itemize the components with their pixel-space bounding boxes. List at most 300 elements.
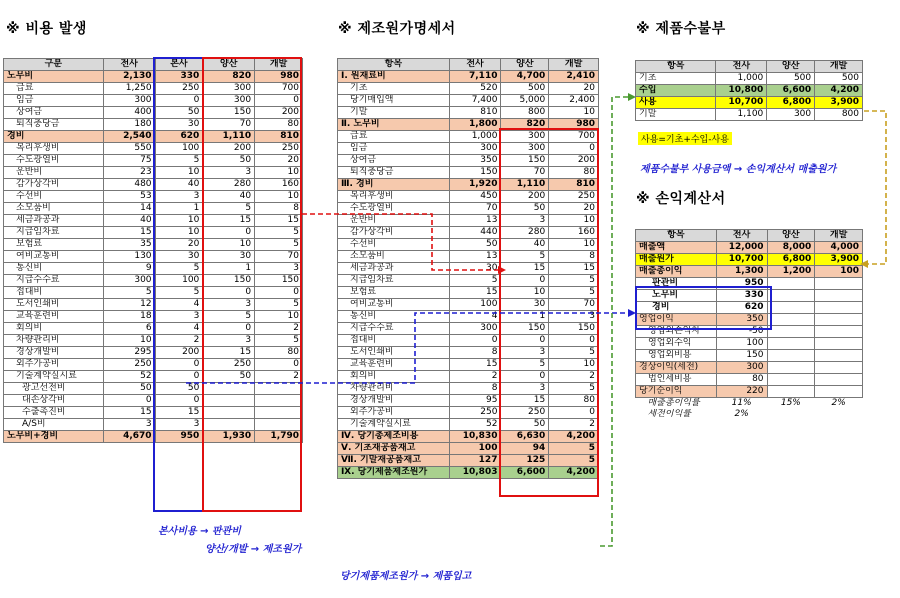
row-value: 95 [449, 395, 501, 407]
table-header-row [636, 230, 863, 242]
row-value: 40 [155, 179, 203, 191]
row-label: 기말 [338, 107, 450, 119]
row-value: 3 [501, 347, 549, 359]
row-value: 0 [501, 371, 549, 383]
row-value: 6,800 [767, 97, 815, 109]
row-value: 1,800 [449, 119, 501, 131]
row-label: 회의비 [338, 371, 450, 383]
expense-table [3, 58, 303, 443]
row-value: 2 [255, 371, 303, 383]
row-value: 0 [203, 287, 255, 299]
row-label: 퇴직충당금 [4, 119, 104, 131]
row-value: 5,000 [501, 95, 549, 107]
row-value: 500 [501, 83, 549, 95]
mfg-cost-table [337, 58, 599, 479]
row-label: 기초 [636, 73, 716, 85]
row-value: 150 [501, 323, 549, 335]
row-value: 1 [155, 203, 203, 215]
row-value: 350 [449, 155, 501, 167]
table-row [338, 227, 599, 239]
row-value: 4,200 [549, 431, 599, 443]
table-row [4, 395, 303, 407]
row-label: 접대비 [338, 335, 450, 347]
row-value [203, 383, 255, 395]
row-value: 30 [203, 251, 255, 263]
row-label: 수도광열비 [4, 155, 104, 167]
column-header: 전사 [716, 61, 767, 73]
row-value: 80 [549, 395, 599, 407]
empty-cell [767, 362, 815, 374]
row-value: 0 [103, 395, 155, 407]
table-row [4, 179, 303, 191]
row-value: 20 [549, 83, 599, 95]
row-value: 1,300 [716, 266, 767, 278]
row-label: 회의비 [4, 323, 104, 335]
row-label: 매출원가 [636, 254, 717, 266]
column-header: 전사 [449, 59, 501, 71]
row-value: 6,600 [767, 85, 815, 97]
row-value: 2,410 [549, 71, 599, 83]
row-value: 20 [549, 203, 599, 215]
table-row [338, 203, 599, 215]
row-label: 외주가공비 [338, 407, 450, 419]
row-value: 480 [103, 179, 155, 191]
table-row [4, 323, 303, 335]
row-value: 1,790 [255, 431, 303, 443]
empty-cell [767, 278, 815, 290]
table-row [636, 362, 863, 374]
row-value: 0 [155, 95, 203, 107]
row-value: 150 [203, 275, 255, 287]
row-value: 0 [549, 407, 599, 419]
table-row [4, 335, 303, 347]
sga-row [636, 290, 863, 302]
row-label: 감가상각비 [338, 227, 450, 239]
row-label: 복리후생비 [338, 191, 450, 203]
empty-cell [815, 350, 863, 362]
row-value: 70 [203, 119, 255, 131]
table-row [4, 95, 303, 107]
table-row [636, 109, 863, 121]
row-value: 18 [103, 311, 155, 323]
row-value: 3 [203, 335, 255, 347]
empty-cell [815, 290, 863, 302]
row-label: 기말 [636, 109, 716, 121]
row-value: 6 [103, 323, 155, 335]
row-value: 4,200 [815, 85, 863, 97]
table-row [338, 347, 599, 359]
row-value: 300 [449, 323, 501, 335]
column-header: 구분 [4, 59, 104, 71]
row-value: 5 [155, 263, 203, 275]
table-row [338, 287, 599, 299]
row-value [203, 395, 255, 407]
row-value: 5 [501, 251, 549, 263]
row-value: 5 [155, 287, 203, 299]
column-header: 개발 [549, 59, 599, 71]
row-value: 0 [255, 359, 303, 371]
table-row [338, 419, 599, 431]
row-value [255, 383, 303, 395]
row-value: 15 [203, 215, 255, 227]
row-value: 2,540 [103, 131, 155, 143]
row-value: 15 [103, 227, 155, 239]
row-value: 12,000 [716, 242, 767, 254]
row-value: 200 [549, 155, 599, 167]
empty-cell [767, 386, 815, 398]
row-value: 250 [255, 143, 303, 155]
row-value: 300 [767, 109, 815, 121]
row-value: 50 [449, 239, 501, 251]
row-value: 0 [255, 95, 303, 107]
row-value: 15 [501, 395, 549, 407]
row-value: 0 [155, 395, 203, 407]
sga-row [636, 278, 863, 290]
row-value: 8,000 [767, 242, 815, 254]
row-label: 여비교통비 [4, 251, 104, 263]
row-label: 접대비 [4, 287, 104, 299]
sga-label: 경비 [636, 302, 717, 314]
row-label: Ⅴ. 기초재공품재고 [338, 443, 450, 455]
mfg-title: ※ 제조원가명세서 [338, 21, 456, 37]
row-label: 경상개발비 [4, 347, 104, 359]
row-label: 기술계약실시료 [4, 371, 104, 383]
table-row [338, 107, 599, 119]
row-value: 30 [501, 299, 549, 311]
row-value: 4 [449, 311, 501, 323]
row-value: 0 [549, 335, 599, 347]
row-value: 80 [549, 167, 599, 179]
row-value: 0 [501, 275, 549, 287]
table-row [4, 191, 303, 203]
row-label: 통신비 [338, 311, 450, 323]
row-value: 810 [255, 131, 303, 143]
row-value: 1,920 [449, 179, 501, 191]
row-label: Ⅱ. 노무비 [338, 119, 450, 131]
table-row [4, 371, 303, 383]
row-label: 소모품비 [338, 251, 450, 263]
row-value [255, 395, 303, 407]
row-value: 620 [155, 131, 203, 143]
row-value: 3 [501, 383, 549, 395]
row-label: 보험료 [4, 239, 104, 251]
row-value: 1,200 [767, 266, 815, 278]
olive-flow-arrow [864, 111, 886, 264]
row-label: 임금 [4, 95, 104, 107]
row-label: Ⅳ. 당기총제조비용 [338, 431, 450, 443]
table-row [636, 97, 863, 109]
inventory-title: ※ 제품수불부 [636, 21, 726, 37]
row-value: 100 [155, 143, 203, 155]
row-value: 2 [549, 419, 599, 431]
row-value: 0 [255, 287, 303, 299]
row-value: 500 [815, 73, 863, 85]
inventory-table [635, 60, 863, 121]
row-label: 여비교통비 [338, 299, 450, 311]
table-row [4, 239, 303, 251]
row-value: 3,900 [815, 97, 863, 109]
row-value: 160 [549, 227, 599, 239]
row-value: 10 [155, 215, 203, 227]
table-row [636, 338, 863, 350]
column-header: 개발 [815, 230, 863, 242]
ratio-value: 15% [780, 398, 801, 408]
row-value: 10,700 [716, 97, 767, 109]
row-value: 15 [203, 347, 255, 359]
table-row [338, 239, 599, 251]
row-value: 15 [103, 407, 155, 419]
empty-cell [815, 338, 863, 350]
column-header: 본사 [155, 59, 203, 71]
sga-label: 판관비 [636, 278, 717, 290]
row-value: 10 [549, 215, 599, 227]
row-label: 운반비 [338, 215, 450, 227]
row-label: 경상이익(세전) [636, 362, 717, 374]
row-value: 50 [501, 203, 549, 215]
row-value [255, 407, 303, 419]
column-header: 항목 [636, 61, 716, 73]
row-label: 퇴직충당금 [338, 167, 450, 179]
sga-value: 330 [716, 290, 767, 302]
row-label: 교육훈련비 [338, 359, 450, 371]
row-value: 5 [549, 347, 599, 359]
row-value: 295 [103, 347, 155, 359]
ratio-value: 2% [734, 409, 749, 419]
row-value: 15 [501, 263, 549, 275]
table-row [338, 443, 599, 455]
empty-cell [767, 290, 815, 302]
table-row [338, 251, 599, 263]
row-label: 도서인쇄비 [338, 347, 450, 359]
row-value: 8 [255, 203, 303, 215]
row-value: 10 [103, 335, 155, 347]
row-value: 5 [103, 287, 155, 299]
row-value: 3 [549, 311, 599, 323]
row-value: 5 [255, 299, 303, 311]
row-value: 30 [155, 119, 203, 131]
table-header-row [636, 61, 863, 73]
empty-cell [767, 374, 815, 386]
table-row [4, 263, 303, 275]
row-value: 127 [449, 455, 501, 467]
row-value: 280 [501, 227, 549, 239]
row-value [203, 419, 255, 431]
table-row [4, 203, 303, 215]
row-value: 5 [155, 155, 203, 167]
row-value: 160 [255, 179, 303, 191]
row-value: 250 [549, 191, 599, 203]
income-statement-table [635, 229, 863, 420]
row-value: 250 [203, 359, 255, 371]
green-flow-arrow [600, 97, 628, 546]
row-value: 13 [449, 251, 501, 263]
row-value: 15 [549, 263, 599, 275]
row-value: 2 [549, 371, 599, 383]
row-value: 80 [255, 347, 303, 359]
row-value: 15 [255, 215, 303, 227]
row-value: 250 [103, 359, 155, 371]
row-value: 100 [155, 275, 203, 287]
row-value: 150 [255, 275, 303, 287]
row-value: 15 [449, 359, 501, 371]
row-value: 300 [449, 143, 501, 155]
table-row [4, 347, 303, 359]
row-value: 250 [501, 407, 549, 419]
table-row [338, 455, 599, 467]
table-row [338, 71, 599, 83]
row-value: 10 [255, 191, 303, 203]
note-inventory-to-cogs: 제품수불부 사용금액 → 손익계산서 매출원가 [640, 164, 837, 175]
row-value: 300 [716, 362, 767, 374]
row-value: 30 [155, 251, 203, 263]
row-value: 15 [155, 407, 203, 419]
row-value: 13 [449, 215, 501, 227]
row-value: 8 [449, 347, 501, 359]
table-row [338, 431, 599, 443]
row-value: 10 [549, 359, 599, 371]
row-value: 5 [203, 203, 255, 215]
row-label: 매출총이익 [636, 266, 717, 278]
row-value: 980 [549, 119, 599, 131]
row-value: 810 [449, 107, 501, 119]
row-value: 52 [103, 371, 155, 383]
row-label: 영업이익 [636, 314, 717, 326]
row-value: 2,400 [549, 95, 599, 107]
row-value: 130 [103, 251, 155, 263]
row-value: 330 [155, 71, 203, 83]
row-value: 10,830 [449, 431, 501, 443]
column-header: 전사 [716, 230, 767, 242]
table-row [338, 143, 599, 155]
table-row [338, 263, 599, 275]
row-label: 수입 [636, 85, 716, 97]
row-value: 1,110 [203, 131, 255, 143]
row-value: 0 [203, 323, 255, 335]
row-label: 수선비 [338, 239, 450, 251]
empty-cell [815, 386, 863, 398]
row-value: 350 [716, 314, 767, 326]
row-label: 상여금 [4, 107, 104, 119]
row-value: 40 [103, 215, 155, 227]
column-header: 개발 [255, 59, 303, 71]
row-value: 5 [549, 455, 599, 467]
table-row [4, 107, 303, 119]
ratio-label: 세전이익률 [647, 409, 691, 419]
row-label: 지급임차료 [4, 227, 104, 239]
sga-value: 950 [716, 278, 767, 290]
row-value: 50 [155, 107, 203, 119]
row-value: 5 [549, 287, 599, 299]
row-value: 30 [449, 263, 501, 275]
table-row [4, 287, 303, 299]
table-row [4, 143, 303, 155]
row-label: 영업외비용 [636, 350, 717, 362]
row-value: 40 [501, 239, 549, 251]
table-row [4, 167, 303, 179]
row-value: 100 [449, 443, 501, 455]
row-value: 53 [103, 191, 155, 203]
row-value: 1 [501, 311, 549, 323]
row-value: 9 [103, 263, 155, 275]
row-value: 5 [255, 239, 303, 251]
row-value: 1,250 [103, 83, 155, 95]
row-value: 500 [767, 73, 815, 85]
row-value: 10,803 [449, 467, 501, 479]
table-row [338, 275, 599, 287]
row-value: 40 [203, 191, 255, 203]
row-label: 법인세비용 [636, 374, 717, 386]
table-row [4, 407, 303, 419]
row-value: 2 [255, 323, 303, 335]
row-value: 300 [203, 83, 255, 95]
row-label: 광고선전비 [4, 383, 104, 395]
row-label: 임금 [338, 143, 450, 155]
row-value: 70 [501, 167, 549, 179]
row-value: 100 [716, 338, 767, 350]
row-label: 지급수수료 [338, 323, 450, 335]
table-row [4, 311, 303, 323]
row-value: 100 [815, 266, 863, 278]
table-row [338, 323, 599, 335]
row-label: 대손상각비 [4, 395, 104, 407]
row-value [203, 407, 255, 419]
row-value: 0 [155, 359, 203, 371]
row-value: 3 [255, 263, 303, 275]
row-value: 50 [155, 383, 203, 395]
row-value: 700 [549, 131, 599, 143]
row-value: 8 [549, 251, 599, 263]
row-value: 70 [255, 251, 303, 263]
row-value: 10 [203, 239, 255, 251]
table-row [338, 131, 599, 143]
row-value: -50 [716, 326, 767, 338]
table-row [338, 335, 599, 347]
row-value: 4,700 [501, 71, 549, 83]
row-label: 수선비 [4, 191, 104, 203]
table-row [4, 227, 303, 239]
row-value: 10 [255, 167, 303, 179]
table-row [338, 383, 599, 395]
row-value: 5 [449, 275, 501, 287]
row-label: 감가상각비 [4, 179, 104, 191]
row-label: 노무비 [4, 71, 104, 83]
table-row [4, 131, 303, 143]
row-value: 7,110 [449, 71, 501, 83]
row-value: 50 [103, 383, 155, 395]
row-value: 94 [501, 443, 549, 455]
row-value: 950 [155, 431, 203, 443]
row-label: Ⅰ. 원재료비 [338, 71, 450, 83]
table-row [338, 179, 599, 191]
row-value: 5 [203, 311, 255, 323]
table-row [4, 83, 303, 95]
row-value: 820 [501, 119, 549, 131]
row-value: 0 [203, 227, 255, 239]
row-value: 4,000 [815, 242, 863, 254]
row-value: 8 [449, 383, 501, 395]
row-value: 980 [255, 71, 303, 83]
row-value: 250 [449, 407, 501, 419]
table-row [636, 85, 863, 97]
row-value: 250 [155, 83, 203, 95]
row-value: 10 [155, 167, 203, 179]
row-value: 5 [255, 227, 303, 239]
row-value: 70 [449, 203, 501, 215]
row-label: Ⅸ. 당기제품제조원가 [338, 467, 450, 479]
empty-cell [767, 326, 815, 338]
table-row [4, 359, 303, 371]
row-value: 800 [815, 109, 863, 121]
